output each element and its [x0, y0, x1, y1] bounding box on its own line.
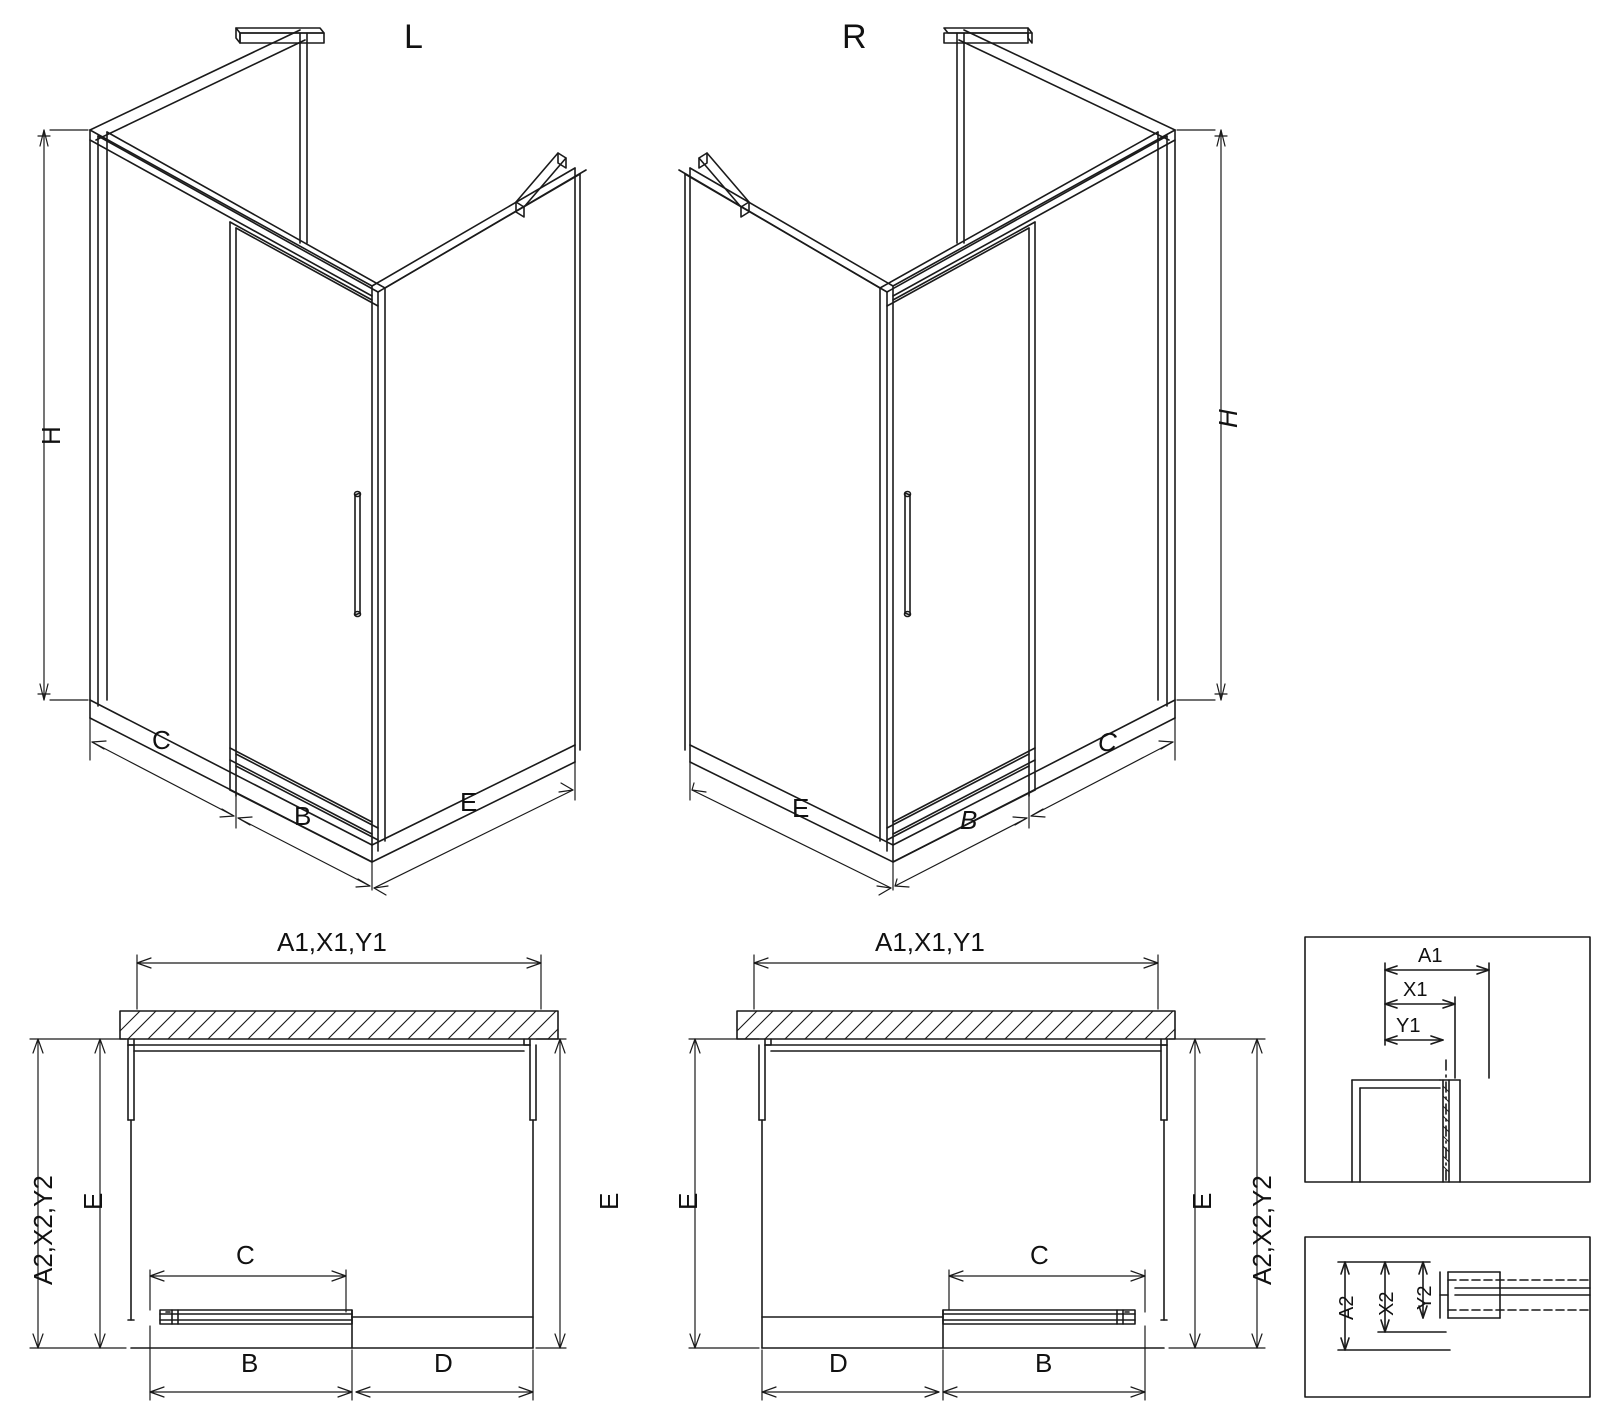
- plan-right-label-E-right: E: [1187, 1192, 1217, 1210]
- iso-right-label-H: H: [1213, 409, 1243, 428]
- detail-top-view: [1305, 937, 1590, 1182]
- view-label-right: R: [842, 18, 867, 56]
- detail-bottom-label-X2: X2: [1376, 1291, 1398, 1316]
- plan-left-label-E-left: E: [78, 1192, 108, 1210]
- detail-top-label-Y1: Y1: [1396, 1015, 1421, 1037]
- iso-right-label-B: B: [960, 805, 978, 835]
- iso-right-label-E: E: [792, 793, 810, 823]
- plan-right-label-B: B: [1035, 1348, 1053, 1378]
- plan-left-view: [120, 1011, 558, 1348]
- plan-left-label-A1X1Y1: A1,X1,Y1: [277, 927, 387, 957]
- plan-right-label-E-left: E: [673, 1192, 703, 1210]
- plan-right-dims: [689, 955, 1265, 1400]
- plan-right-label-A1X1Y1: A1,X1,Y1: [875, 927, 985, 957]
- detail-top-label-A1: A1: [1418, 945, 1443, 967]
- iso-left-label-E: E: [460, 787, 478, 817]
- iso-left-label-H: H: [36, 426, 66, 445]
- iso-left-label-C: C: [152, 725, 171, 755]
- plan-left-label-D: D: [434, 1348, 453, 1378]
- plan-left-label-C: C: [236, 1240, 255, 1270]
- view-label-left: L: [404, 18, 423, 56]
- plan-left-label-E-right: E: [594, 1192, 624, 1210]
- plan-right-label-D: D: [829, 1348, 848, 1378]
- plan-left-label-B: B: [241, 1348, 259, 1378]
- plan-right-label-A2X2Y2: A2,X2,Y2: [1247, 1175, 1277, 1285]
- iso-left-label-B: B: [294, 801, 312, 831]
- iso-right-label-C: C: [1098, 727, 1117, 757]
- plan-left-label-A2X2Y2: A2,X2,Y2: [28, 1175, 58, 1285]
- plan-right-label-C: C: [1030, 1240, 1049, 1270]
- detail-bottom-label-A2: A2: [1336, 1295, 1358, 1320]
- plan-right-view: [737, 1011, 1175, 1348]
- detail-bottom-label-Y2: Y2: [1414, 1285, 1436, 1310]
- detail-top-label-X1: X1: [1403, 979, 1428, 1001]
- iso-left-dim-H: [38, 130, 88, 700]
